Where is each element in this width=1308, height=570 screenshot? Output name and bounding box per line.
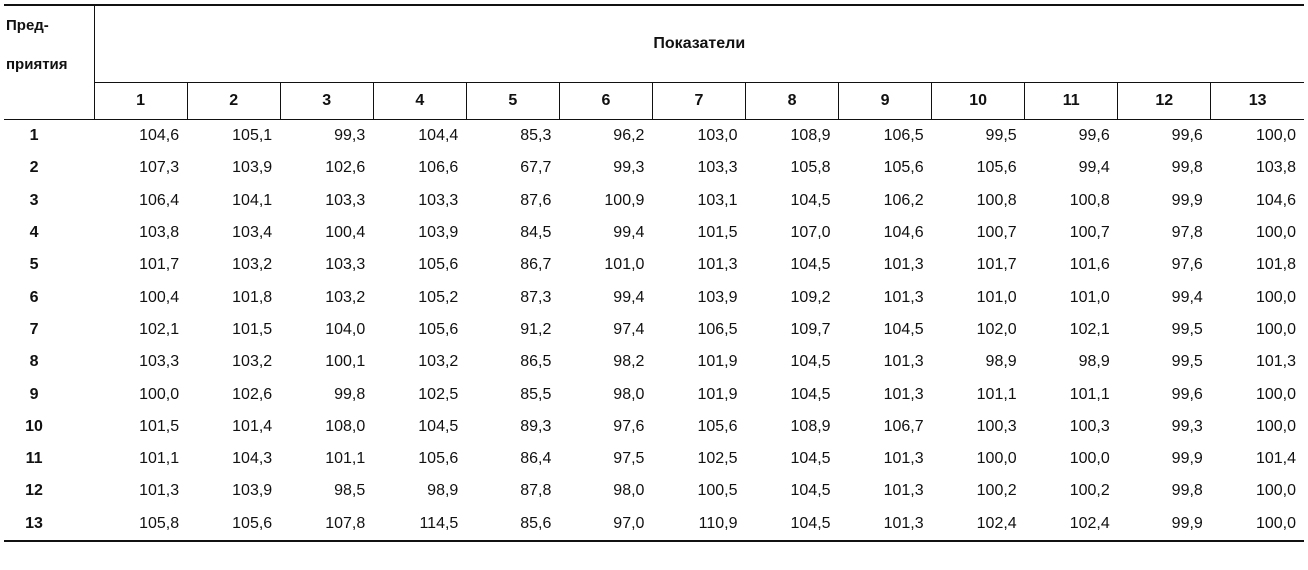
value-cell: 100,0: [1211, 508, 1304, 541]
value-cell: 101,6: [1069, 256, 1110, 274]
value-cell: 100,7: [976, 224, 1017, 242]
table-row: [4, 508, 1304, 541]
value-cell: 101,7: [976, 256, 1017, 274]
value-cell: 99,9: [1171, 450, 1203, 468]
value-cell: 103,3: [325, 256, 366, 274]
value-cell: 101,3: [883, 353, 924, 371]
value-cell: 100,4: [325, 224, 366, 242]
table-row: [4, 185, 1304, 217]
value-cell: 101,8: [1255, 256, 1296, 274]
value-cell: 105,1: [232, 127, 273, 145]
indicators-header: Показатели: [94, 5, 1304, 83]
value-cell: 86,7: [520, 256, 552, 274]
table-row: [4, 120, 1304, 153]
value-cell: 103,9: [232, 159, 273, 177]
value-cell: 99,9: [1118, 508, 1211, 541]
enterprise-number-cell: 8: [29, 353, 39, 371]
value-cell: 100,0: [1255, 224, 1296, 242]
value-cell: 101,3: [139, 482, 180, 500]
value-cell: 103,3: [697, 159, 738, 177]
value-cell: 101,4: [232, 417, 273, 435]
value-cell: 96,2: [613, 127, 645, 145]
value-cell: 84,5: [520, 224, 552, 242]
value-cell: 98,2: [613, 353, 645, 371]
value-cell: 106,5: [697, 320, 738, 338]
value-cell: 99,5: [1171, 320, 1203, 338]
value-cell: 99,4: [613, 288, 645, 306]
value-cell: 101,1: [1069, 385, 1110, 403]
value-cell: 102,6: [232, 385, 273, 403]
indicator-number-header: 13: [1211, 83, 1304, 120]
value-cell: 99,8: [1171, 159, 1203, 177]
value-cell: 101,9: [697, 353, 738, 371]
value-cell: 99,3: [1171, 417, 1203, 435]
value-cell: 104,5: [883, 320, 924, 338]
value-cell: 103,2: [325, 288, 366, 306]
value-cell: 101,5: [232, 320, 273, 338]
value-cell: 104,5: [790, 353, 831, 371]
indicator-number-header: 6: [559, 83, 652, 120]
enterprise-number-cell: 2: [29, 159, 39, 177]
indicator-number-header: 12: [1118, 83, 1211, 120]
indicator-number-row: [4, 83, 1304, 120]
value-cell: 103,9: [232, 482, 273, 500]
table-row: [4, 443, 1304, 475]
value-cell: 103,0: [697, 127, 738, 145]
value-cell: 85,6: [466, 508, 559, 541]
value-cell: 104,5: [790, 450, 831, 468]
value-cell: 100,8: [1069, 191, 1110, 209]
value-cell: 105,6: [187, 508, 280, 541]
value-cell: 108,9: [790, 127, 831, 145]
value-cell: 87,8: [520, 482, 552, 500]
value-cell: 103,8: [1255, 159, 1296, 177]
value-cell: 99,5: [985, 127, 1017, 145]
value-cell: 97,4: [613, 320, 645, 338]
value-cell: 101,0: [1069, 288, 1110, 306]
value-cell: 104,0: [325, 320, 366, 338]
value-cell: 100,0: [1069, 450, 1110, 468]
value-cell: 106,2: [883, 191, 924, 209]
value-cell: 104,5: [790, 191, 831, 209]
value-cell: 102,5: [418, 385, 459, 403]
value-cell: 97,8: [1171, 224, 1203, 242]
value-cell: 106,5: [883, 127, 924, 145]
value-cell: 102,1: [1069, 320, 1110, 338]
value-cell: 101,0: [976, 288, 1017, 306]
value-cell: 91,2: [520, 320, 552, 338]
value-cell: 101,3: [883, 256, 924, 274]
value-cell: 99,3: [334, 127, 366, 145]
value-cell: 107,3: [139, 159, 180, 177]
table-row: [4, 152, 1304, 184]
value-cell: 99,3: [613, 159, 645, 177]
value-cell: 101,1: [976, 385, 1017, 403]
value-cell: 98,9: [1078, 353, 1110, 371]
value-cell: 105,6: [418, 256, 459, 274]
value-cell: 101,7: [139, 256, 180, 274]
indicator-number-header: 11: [1025, 83, 1118, 120]
value-cell: 98,9: [985, 353, 1017, 371]
value-cell: 104,1: [232, 191, 273, 209]
value-cell: 106,4: [139, 191, 180, 209]
enterprise-number-cell: 9: [29, 385, 39, 403]
value-cell: 101,9: [697, 385, 738, 403]
table-row: [4, 411, 1304, 443]
enterprise-number-cell: 11: [25, 450, 43, 468]
value-cell: 102,4: [1025, 508, 1118, 541]
value-cell: 100,9: [604, 191, 645, 209]
value-cell: 100,0: [1255, 320, 1296, 338]
enterprise-number-cell: 4: [29, 224, 39, 242]
value-cell: 101,8: [232, 288, 273, 306]
value-cell: 100,0: [1255, 385, 1296, 403]
value-cell: 105,6: [418, 450, 459, 468]
value-cell: 99,8: [1171, 482, 1203, 500]
value-cell: 104,5: [790, 385, 831, 403]
enterprise-number-cell: 10: [25, 417, 43, 435]
table-row: [4, 249, 1304, 281]
value-cell: 101,1: [139, 450, 180, 468]
value-cell: 104,3: [232, 450, 273, 468]
value-cell: 99,4: [613, 224, 645, 242]
table-body: [4, 120, 1304, 541]
value-cell: 104,6: [1255, 191, 1296, 209]
value-cell: 101,5: [697, 224, 738, 242]
value-cell: 103,3: [325, 191, 366, 209]
indicator-number-header: 2: [187, 83, 280, 120]
value-cell: 97,0: [559, 508, 652, 541]
value-cell: 101,3: [883, 385, 924, 403]
value-cell: 103,9: [418, 224, 459, 242]
enterprise-number-cell: 1: [29, 127, 39, 145]
value-cell: 103,1: [697, 191, 738, 209]
value-cell: 101,5: [139, 417, 180, 435]
value-cell: 100,0: [1255, 127, 1296, 145]
table-row: [4, 378, 1304, 410]
value-cell: 100,3: [1069, 417, 1110, 435]
indicators-table: [4, 4, 1304, 542]
value-cell: 100,0: [976, 450, 1017, 468]
indicator-number-header: 9: [839, 83, 932, 120]
value-cell: 103,3: [418, 191, 459, 209]
value-cell: 104,4: [418, 127, 459, 145]
enterprise-number-cell: 3: [29, 191, 39, 209]
table-row: [4, 281, 1304, 313]
value-cell: 101,3: [1255, 353, 1296, 371]
value-cell: 102,6: [325, 159, 366, 177]
enterprise-number-cell: 13: [4, 508, 94, 541]
value-cell: 98,5: [334, 482, 366, 500]
value-cell: 105,2: [418, 288, 459, 306]
table-row: [4, 314, 1304, 346]
value-cell: 103,2: [232, 256, 273, 274]
value-cell: 103,3: [139, 353, 180, 371]
value-cell: 97,6: [1171, 256, 1203, 274]
value-cell: 100,1: [325, 353, 366, 371]
value-cell: 98,0: [613, 482, 645, 500]
indicator-number-header: 10: [932, 83, 1025, 120]
value-cell: 87,6: [520, 191, 552, 209]
value-cell: 103,8: [139, 224, 180, 242]
enterprise-header: [4, 5, 94, 120]
value-cell: 105,6: [697, 417, 738, 435]
value-cell: 103,4: [232, 224, 273, 242]
value-cell: 100,0: [1255, 417, 1296, 435]
value-cell: 99,4: [1171, 288, 1203, 306]
value-cell: 87,3: [520, 288, 552, 306]
value-cell: 102,1: [139, 320, 180, 338]
enterprise-number-cell: 5: [29, 256, 39, 274]
value-cell: 104,5: [790, 482, 831, 500]
value-cell: 98,0: [613, 385, 645, 403]
value-cell: 97,5: [613, 450, 645, 468]
value-cell: 106,6: [418, 159, 459, 177]
value-cell: 104,5: [790, 256, 831, 274]
value-cell: 105,6: [883, 159, 924, 177]
value-cell: 85,3: [520, 127, 552, 145]
value-cell: 105,6: [418, 320, 459, 338]
indicator-number-header: 5: [466, 83, 559, 120]
value-cell: 99,6: [1171, 385, 1203, 403]
enterprise-number-cell: 6: [29, 288, 39, 306]
value-cell: 104,6: [883, 224, 924, 242]
value-cell: 86,5: [520, 353, 552, 371]
value-cell: 104,6: [139, 127, 180, 145]
value-cell: 100,8: [976, 191, 1017, 209]
table-row: [4, 475, 1304, 507]
value-cell: 99,4: [1078, 159, 1110, 177]
value-cell: 99,9: [1171, 191, 1203, 209]
value-cell: 98,9: [427, 482, 459, 500]
table-row: [4, 346, 1304, 378]
value-cell: 100,0: [1255, 482, 1296, 500]
value-cell: 108,0: [325, 417, 366, 435]
value-cell: 104,5: [746, 508, 839, 541]
indicator-number-header: 8: [746, 83, 839, 120]
value-cell: 100,5: [697, 482, 738, 500]
indicator-number-header: 1: [94, 83, 187, 120]
value-cell: 101,0: [604, 256, 645, 274]
value-cell: 99,6: [1171, 127, 1203, 145]
value-cell: 101,3: [697, 256, 738, 274]
value-cell: 103,2: [418, 353, 459, 371]
value-cell: 100,3: [976, 417, 1017, 435]
indicator-number-header: 7: [652, 83, 745, 120]
table-row: [4, 217, 1304, 249]
value-cell: 100,0: [1255, 288, 1296, 306]
value-cell: 107,8: [280, 508, 373, 541]
value-cell: 100,2: [1069, 482, 1110, 500]
value-cell: 109,2: [790, 288, 831, 306]
enterprise-header-line1: Пред-: [6, 17, 49, 34]
value-cell: 101,3: [883, 482, 924, 500]
value-cell: 106,7: [883, 417, 924, 435]
value-cell: 114,5: [373, 508, 466, 541]
value-cell: 103,9: [697, 288, 738, 306]
value-cell: 101,3: [839, 508, 932, 541]
value-cell: 102,5: [697, 450, 738, 468]
value-cell: 109,7: [790, 320, 831, 338]
value-cell: 104,5: [418, 417, 459, 435]
value-cell: 99,5: [1171, 353, 1203, 371]
value-cell: 100,7: [1069, 224, 1110, 242]
value-cell: 101,3: [883, 450, 924, 468]
value-cell: 102,0: [976, 320, 1017, 338]
document-page: [4, 0, 1304, 542]
value-cell: 100,0: [139, 385, 180, 403]
enterprise-header-line2: приятия: [6, 56, 68, 73]
value-cell: 110,9: [652, 508, 745, 541]
value-cell: 105,8: [790, 159, 831, 177]
indicator-number-header: 4: [373, 83, 466, 120]
value-cell: 105,6: [976, 159, 1017, 177]
value-cell: 103,2: [232, 353, 273, 371]
value-cell: 97,6: [613, 417, 645, 435]
enterprise-number-cell: 7: [29, 320, 39, 338]
value-cell: 102,4: [932, 508, 1025, 541]
value-cell: 85,5: [520, 385, 552, 403]
value-cell: 101,1: [325, 450, 366, 468]
indicator-number-header: 3: [280, 83, 373, 120]
value-cell: 89,3: [520, 417, 552, 435]
value-cell: 108,9: [790, 417, 831, 435]
value-cell: 99,6: [1078, 127, 1110, 145]
value-cell: 99,8: [334, 385, 366, 403]
value-cell: 100,4: [139, 288, 180, 306]
value-cell: 101,4: [1255, 450, 1296, 468]
value-cell: 67,7: [520, 159, 552, 177]
value-cell: 101,3: [883, 288, 924, 306]
value-cell: 105,8: [94, 508, 187, 541]
value-cell: 86,4: [520, 450, 552, 468]
value-cell: 107,0: [790, 224, 831, 242]
value-cell: 100,2: [976, 482, 1017, 500]
enterprise-number-cell: 12: [25, 482, 43, 500]
